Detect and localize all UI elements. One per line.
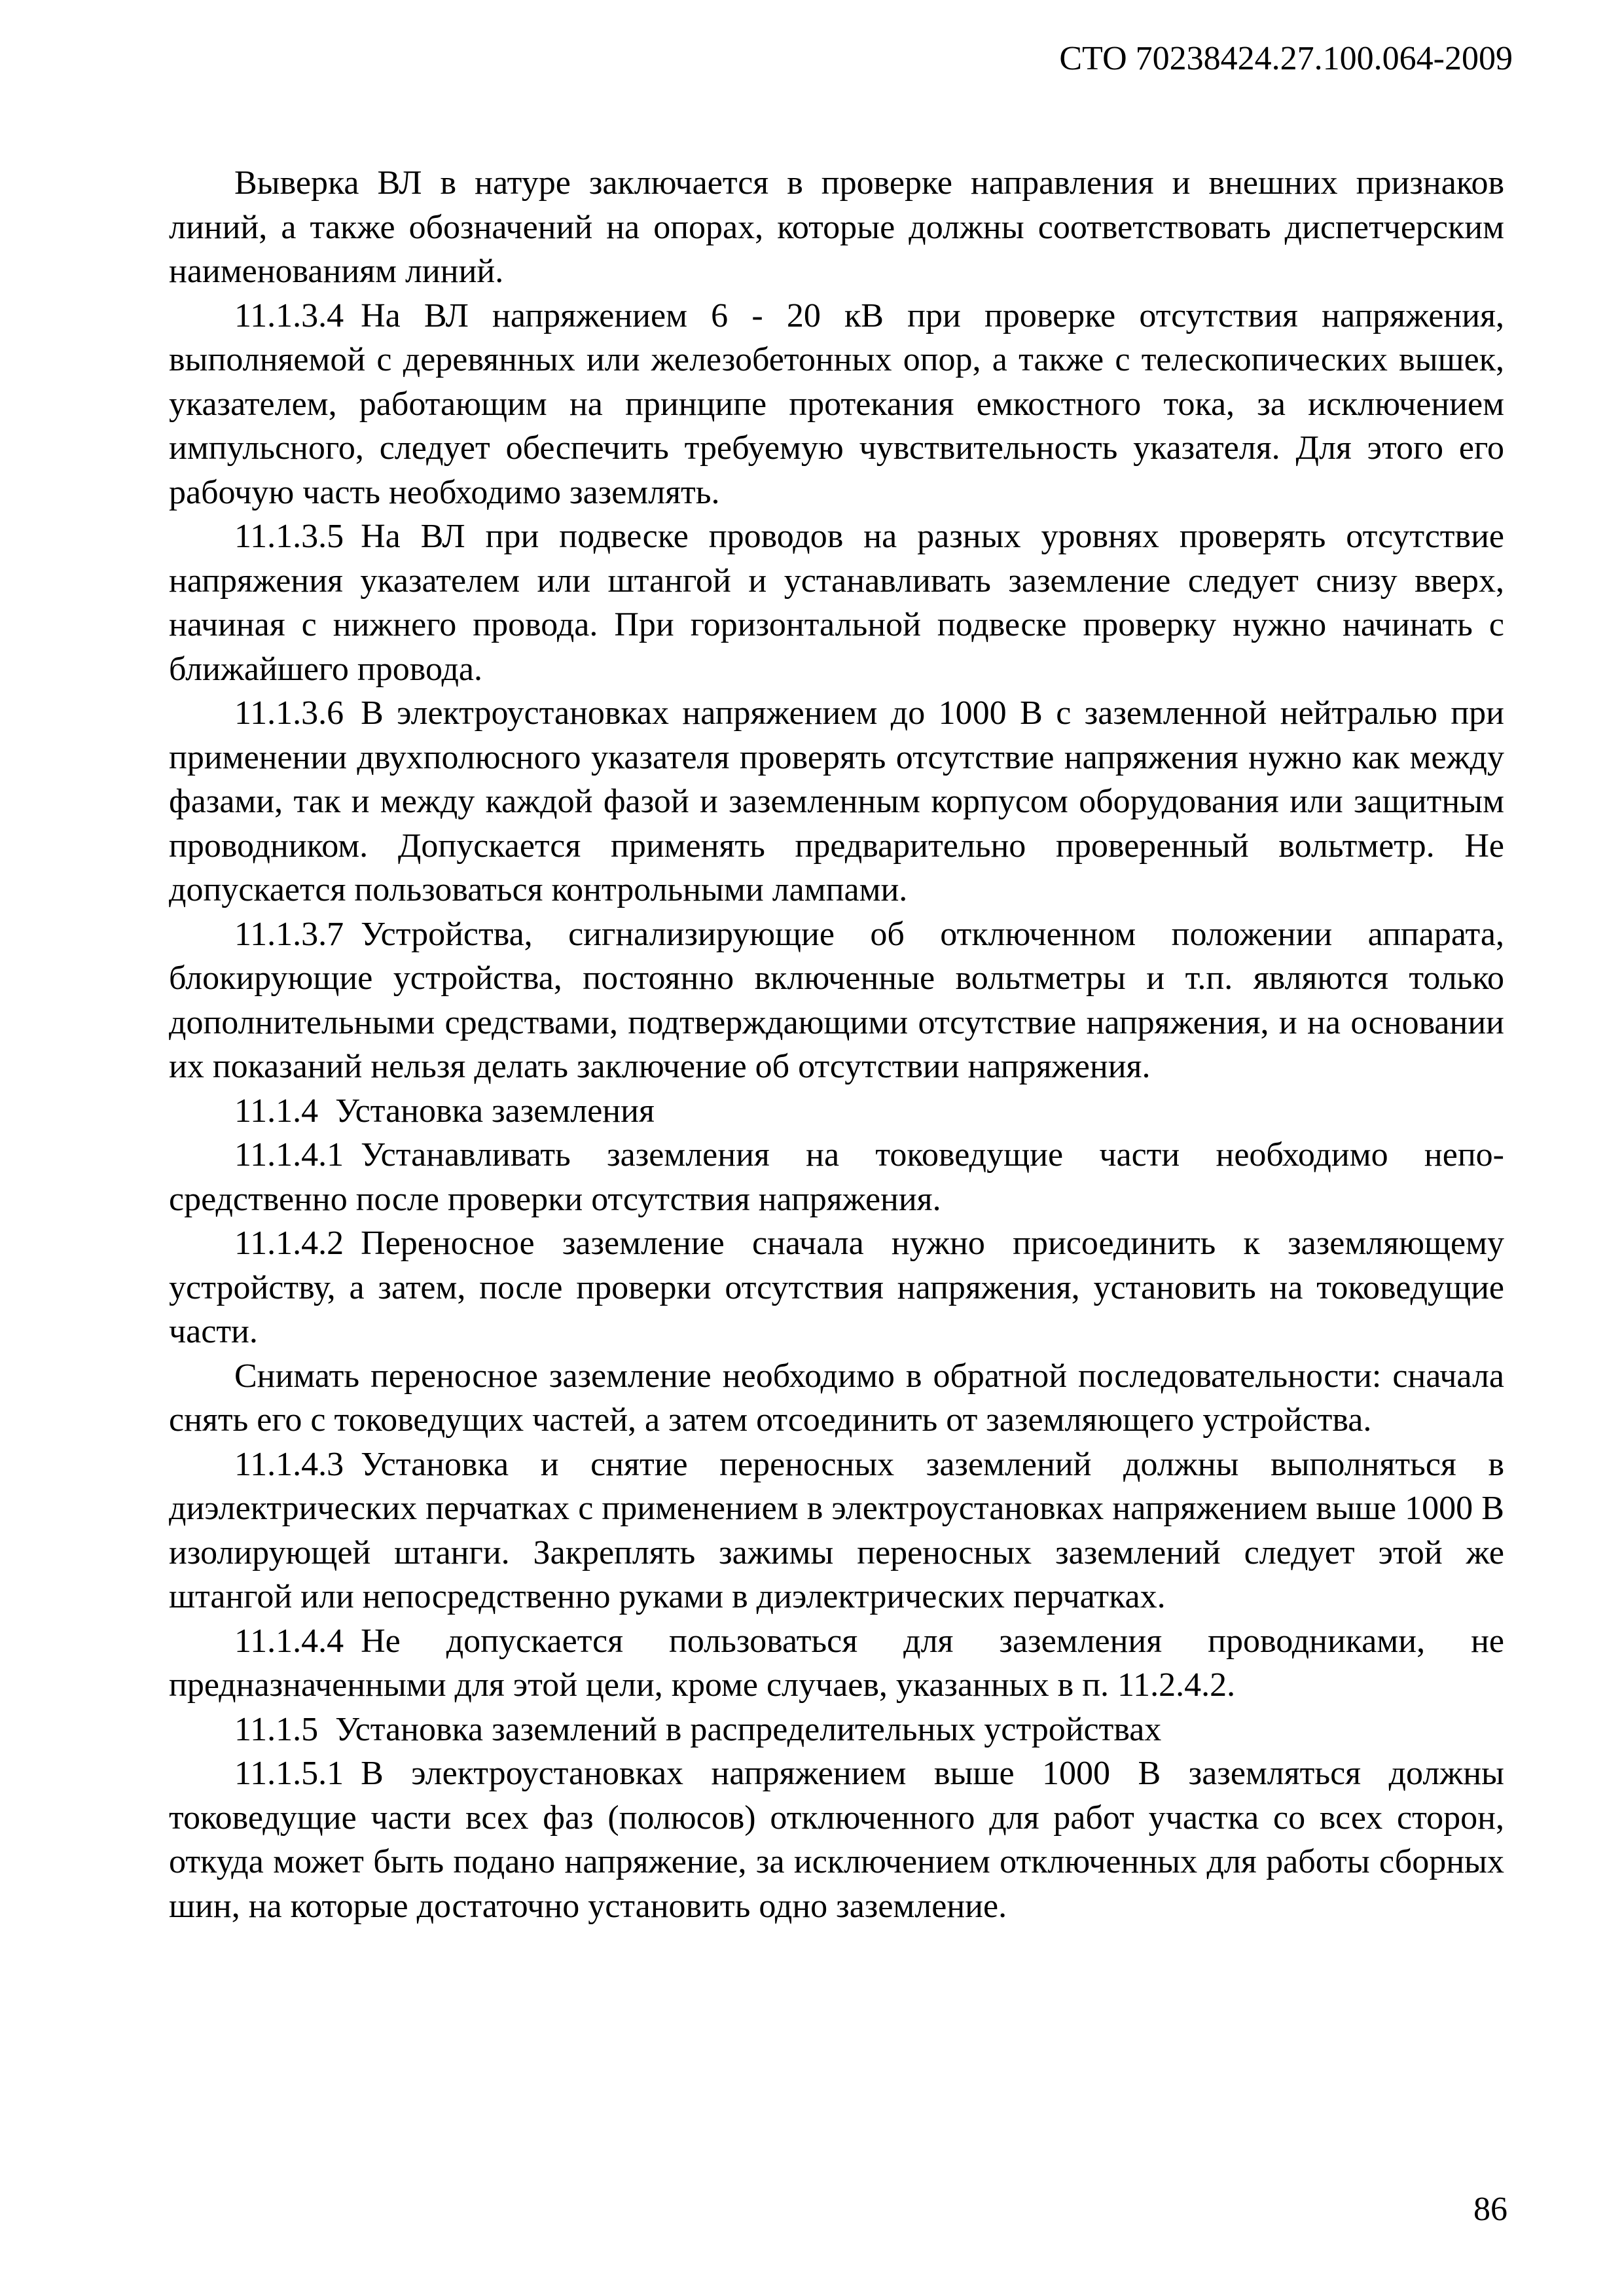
section-heading bbox=[169, 1089, 1504, 1134]
paragraph-text: Устройства, сигнализирующие об отключенном положении аппарата, блокирующие устройства, постоянно включенные вольтметры и т.п. являются только дополнительными средствами, подтверждающими отсутствие напряжения, и на основании их показаний нельзя делать заключение об отсутствии напряжения. bbox=[169, 915, 1504, 1085]
clause-number: 11.1.5.1 bbox=[234, 1755, 344, 1792]
paragraph bbox=[169, 1443, 1504, 1619]
clause-number: 11.1.4 bbox=[234, 1092, 319, 1130]
paragraph bbox=[169, 912, 1504, 1089]
paragraph-text: Установка и снятие переносных заземлений должны выполняться в диэлектрических перчатках с применением в электроустановках напряжением выше 1000 В изолирующей штанги. Закреплять зажимы переносных заземлений следует этой же штангой или непосредственно руками в диэлектрических перчатках. bbox=[169, 1445, 1504, 1615]
document-body bbox=[169, 161, 1504, 1928]
clause-number: 11.1.4.4 bbox=[234, 1622, 344, 1660]
paragraph bbox=[169, 1133, 1504, 1221]
paragraph-text: В электроустановках напряжением до 1000 В с заземленной нейтралью при применении двухполюсного указателя проверять отсутствие напряжения нужно как между фазами, так и между каждой фазой и заземленным корпусом оборудования или защитным проводником. Допускается применять предварительно проверенный вольтметр. Не допускается пользоваться контрольными лампами. bbox=[169, 694, 1504, 908]
paragraph bbox=[169, 514, 1504, 691]
paragraph-text: Установка заземления bbox=[335, 1092, 655, 1130]
paragraph bbox=[169, 1354, 1504, 1443]
paragraph bbox=[169, 161, 1504, 294]
page-number: 86 bbox=[1473, 2191, 1507, 2228]
paragraph-text: Выверка ВЛ в натуре заключается в проверке направления и внешних признаков линий, а также обозначений на опорах, которые должны соответствовать диспетчерским наименованиям линий. bbox=[169, 164, 1504, 290]
paragraph bbox=[169, 1619, 1504, 1708]
paragraph bbox=[169, 1221, 1504, 1354]
clause-number: 11.1.4.1 bbox=[234, 1136, 344, 1174]
paragraph-text: Установка заземлений в распределительных устройствах bbox=[335, 1710, 1162, 1748]
section-heading bbox=[169, 1708, 1504, 1752]
paragraph-text: На ВЛ при подвеске проводов на разных уровнях проверять отсутствие напряжения указателем или штангой и устанавливать заземление следует снизу вверх, начиная с нижнего провода. При горизонтальной подвеске проверку нужно начинать с ближайшего провода. bbox=[169, 518, 1504, 688]
clause-number: 11.1.3.4 bbox=[234, 296, 344, 334]
clause-number: 11.1.4.2 bbox=[234, 1225, 344, 1262]
paragraph bbox=[169, 1751, 1504, 1928]
paragraph-text: Снимать переносное заземление необходимо в обратной последовательности: сначала снять его с токоведущих частей, а затем отсоединить от заземляющего устройства. bbox=[169, 1357, 1504, 1439]
clause-number: 11.1.4.3 bbox=[234, 1445, 344, 1483]
clause-number: 11.1.3.6 bbox=[234, 694, 344, 732]
clause-number: 11.1.3.5 bbox=[234, 518, 344, 555]
paragraph-text: Переносное заземление сначала нужно присоединить к заземляющему устройству, а затем, после проверки отсутствия напряжения, установить на токоведущие части. bbox=[169, 1225, 1504, 1350]
paragraph-text: В электроустановках напряжением выше 1000 В заземляться должны токоведущие части всех фаз (полюсов) отключенного для работ участка со всех сторон, откуда может быть подано напряжение, за исключением отключенных для работы сборных шин, на которые достаточно установить одно заземление. bbox=[169, 1755, 1504, 1925]
paragraph bbox=[169, 294, 1504, 515]
paragraph-text: Не допускается пользоваться для заземления проводниками, не предназначенными для этой цели, кроме случаев, указанных в п. 11.2.4.2. bbox=[169, 1622, 1504, 1704]
paragraph-text: На ВЛ напряжением 6 - 20 кВ при проверке отсутствия напряжения, выполняемой с деревянных или железобетонных опор, а также с телескопических вышек, указателем, работающим на принципе протекания емкостного тока, за исключением импульсного, следует обеспечить требуемую чувствительность указателя. Для этого его рабочую часть необходимо заземлять. bbox=[169, 296, 1504, 511]
clause-number: 11.1.3.7 bbox=[234, 915, 344, 953]
clause-number: 11.1.5 bbox=[234, 1710, 319, 1748]
paragraph bbox=[169, 691, 1504, 912]
document-code: СТО 70238424.27.100.064-2009 bbox=[1059, 40, 1513, 77]
paragraph-text: Устанавливать заземления на токоведущие части необходимо непосредственно после проверки отсутствия напряжения. bbox=[169, 1136, 1504, 1218]
